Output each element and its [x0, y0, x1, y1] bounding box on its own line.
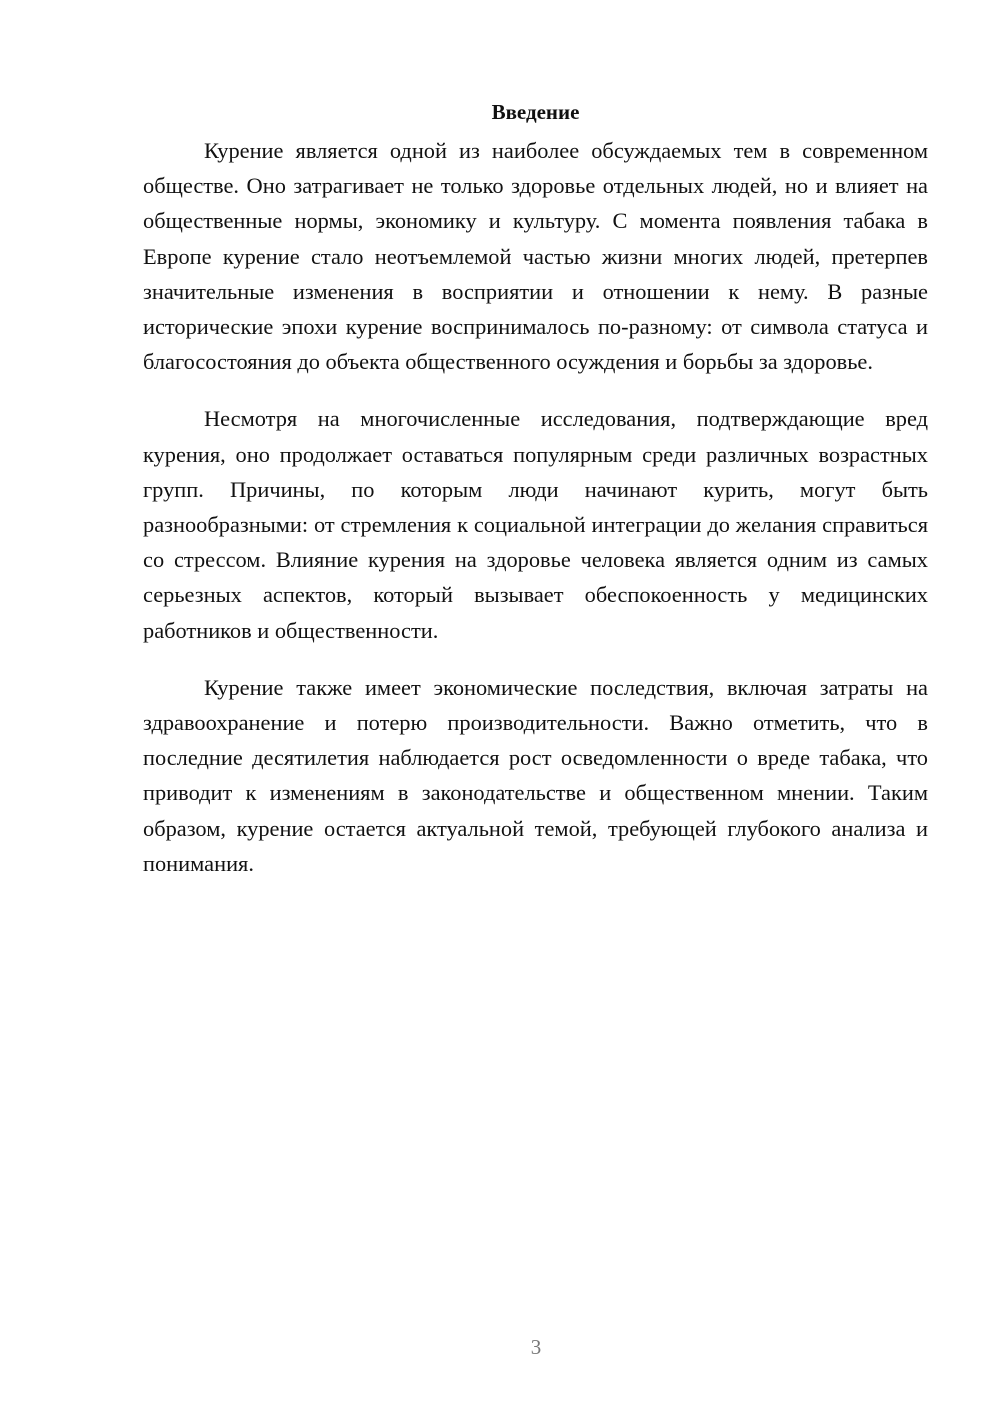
- page-number: 3: [530, 1335, 542, 1359]
- paragraph-3: Курение также имеет экономические последствия, включая затраты на здравоохранение и потерю производительности. Важно отметить, что в последние десятилетия наблюдается рост осведомленности о вреде табака, что приводит к изменениям в законодательстве и общественном мнении. Таким образом, курение остается актуальной темой, требующей глубокого анализа и понимания.: [143, 674, 928, 876]
- page-content: [143, 94, 928, 903]
- paragraph-2: Несмотря на многочисленные исследования, подтверждающие вред курения, оно продолжает оставаться популярным среди различных возрастных групп. Причины, по которым люди начинают курить, могут быть разнообразными: от стремления к социальной интеграции до желания справиться со стрессом. Влияние курения на здоровье человека является одним из самых серьезных аспектов, который вызывает обеспокоенность у медицинских работников и общественности.: [143, 406, 928, 643]
- paragraph-1: Курение является одной из наиболее обсуждаемых тем в современном обществе. Оно затрагивает не только здоровье отдельных людей, но и влияет на общественные нормы, экономику и культуру. С момента появления табака в Европе курение стало неотъемлемой частью жизни многих людей, претерпев значительные изменения в восприятии и отношении к нему. В разные исторические эпохи курение воспринималось по-разному: от символа статуса и благосостояния до объекта общественного осуждения и борьбы за здоровье.: [143, 138, 928, 375]
- section-title: Введение: [491, 100, 580, 124]
